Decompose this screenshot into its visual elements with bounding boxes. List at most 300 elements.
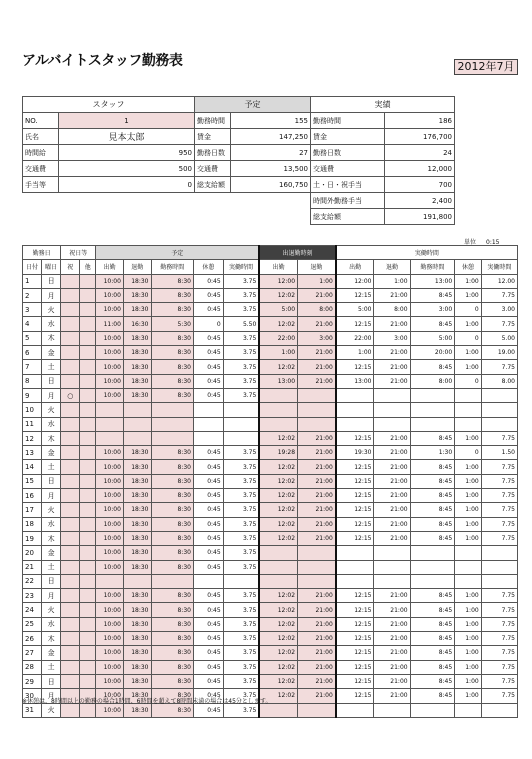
cell-act-in: 12:15 bbox=[336, 531, 374, 545]
cell-clock-in[interactable] bbox=[259, 703, 297, 717]
cell-act-in: 12:15 bbox=[336, 603, 374, 617]
cell-clock-in[interactable]: 12:02 bbox=[259, 617, 297, 631]
break-note: ※休憩は、8時間以上の勤務の場合1時間、6時間を超えて8時間未満の場合は45分とします。 bbox=[22, 698, 272, 705]
cell-holiday-flag[interactable] bbox=[61, 632, 80, 646]
cell-plan-actual: 3.75 bbox=[223, 446, 259, 460]
wage-field[interactable]: 950 bbox=[59, 145, 195, 161]
cell-plan-hours: 8:30 bbox=[151, 374, 193, 388]
cell-holiday-flag[interactable] bbox=[61, 531, 80, 545]
cell-plan-break bbox=[193, 417, 223, 431]
cell-plan-break: 0 bbox=[193, 317, 223, 331]
cell-other[interactable] bbox=[80, 603, 96, 617]
cell-holiday-flag[interactable] bbox=[61, 560, 80, 574]
cell-holiday-flag[interactable] bbox=[61, 703, 80, 717]
cell-other[interactable] bbox=[80, 617, 96, 631]
cell-plan-out[interactable]: 18:30 bbox=[123, 546, 151, 560]
cell-plan-in[interactable]: 10:00 bbox=[96, 703, 124, 717]
cell-clock-in[interactable]: 12:02 bbox=[259, 531, 297, 545]
no-field[interactable]: 1 bbox=[59, 113, 195, 129]
cell-plan-in[interactable]: 10:00 bbox=[96, 589, 124, 603]
cell-other[interactable] bbox=[80, 660, 96, 674]
cell-other[interactable] bbox=[80, 417, 96, 431]
cell-other[interactable] bbox=[80, 446, 96, 460]
cell-clock-in[interactable] bbox=[259, 388, 297, 402]
cell-other[interactable] bbox=[80, 489, 96, 503]
table-row bbox=[23, 346, 518, 360]
cell-holiday-flag[interactable] bbox=[61, 674, 80, 688]
cell-plan-in[interactable]: 10:00 bbox=[96, 331, 124, 345]
cell-clock-in[interactable]: 12:02 bbox=[259, 660, 297, 674]
cell-date: 31 bbox=[23, 703, 42, 717]
cell-plan-in[interactable]: 10:00 bbox=[96, 446, 124, 460]
cell-act-worked bbox=[481, 703, 517, 717]
cell-plan-break: 0:45 bbox=[193, 446, 223, 460]
cell-clock-in[interactable]: 19:28 bbox=[259, 446, 297, 460]
cell-clock-in[interactable] bbox=[259, 574, 297, 588]
cell-plan-out[interactable]: 18:30 bbox=[123, 689, 151, 703]
cell-plan-actual: 3.75 bbox=[223, 331, 259, 345]
cell-plan-actual: 3.75 bbox=[223, 346, 259, 360]
cell-plan-in[interactable]: 10:00 bbox=[96, 560, 124, 574]
cell-date: 30 bbox=[23, 689, 42, 703]
cell-plan-break: 0:45 bbox=[193, 288, 223, 302]
cell-clock-out[interactable]: 21:00 bbox=[298, 489, 336, 503]
cell-clock-out[interactable]: 3:00 bbox=[298, 331, 336, 345]
cell-clock-in[interactable]: 12:02 bbox=[259, 474, 297, 488]
cell-clock-out[interactable]: 21:00 bbox=[298, 346, 336, 360]
cell-plan-in[interactable]: 10:00 bbox=[96, 603, 124, 617]
cell-act-break: 0 bbox=[455, 331, 482, 345]
cell-clock-out[interactable]: 21:00 bbox=[298, 617, 336, 631]
cell-other[interactable] bbox=[80, 574, 96, 588]
cell-plan-in[interactable]: 10:00 bbox=[96, 374, 124, 388]
cell-act-out: 21:00 bbox=[374, 660, 410, 674]
cell-clock-in[interactable]: 5:00 bbox=[259, 303, 297, 317]
cell-holiday-flag[interactable] bbox=[61, 460, 80, 474]
cell-act-in bbox=[336, 388, 374, 402]
cell-plan-out[interactable]: 18:30 bbox=[123, 560, 151, 574]
cell-holiday-flag[interactable] bbox=[61, 403, 80, 417]
cell-plan-in[interactable]: 10:00 bbox=[96, 503, 124, 517]
h-act-in: 出勤 bbox=[336, 260, 374, 274]
cell-plan-hours bbox=[151, 574, 193, 588]
cell-clock-out[interactable] bbox=[298, 417, 336, 431]
cell-plan-out[interactable]: 18:30 bbox=[123, 446, 151, 460]
cell-weekday: 水 bbox=[42, 417, 61, 431]
cell-plan-hours bbox=[151, 417, 193, 431]
h-clock-out: 退勤 bbox=[298, 260, 336, 274]
cell-clock-in[interactable]: 12:02 bbox=[259, 603, 297, 617]
cell-clock-in[interactable]: 12:02 bbox=[259, 288, 297, 302]
cell-act-worked: 19.00 bbox=[481, 346, 517, 360]
cell-plan-out[interactable]: 18:30 bbox=[123, 346, 151, 360]
cell-clock-out[interactable]: 21:00 bbox=[298, 460, 336, 474]
cell-plan-in[interactable]: 10:00 bbox=[96, 660, 124, 674]
cell-clock-out[interactable]: 21:00 bbox=[298, 517, 336, 531]
cell-plan-out[interactable]: 18:30 bbox=[123, 288, 151, 302]
cell-other[interactable] bbox=[80, 317, 96, 331]
cell-plan-in[interactable]: 10:00 bbox=[96, 489, 124, 503]
cell-date: 26 bbox=[23, 632, 42, 646]
cell-holiday-flag[interactable] bbox=[61, 288, 80, 302]
cell-plan-out[interactable]: 18:30 bbox=[123, 660, 151, 674]
cell-plan-break: 0:45 bbox=[193, 603, 223, 617]
cell-clock-in[interactable] bbox=[259, 417, 297, 431]
cell-other[interactable] bbox=[80, 374, 96, 388]
cell-act-out: 3:00 bbox=[374, 331, 410, 345]
cell-holiday-flag[interactable] bbox=[61, 517, 80, 531]
cell-plan-in[interactable] bbox=[96, 417, 124, 431]
cell-clock-in[interactable]: 12:02 bbox=[259, 489, 297, 503]
cell-clock-in[interactable]: 12:02 bbox=[259, 317, 297, 331]
cell-clock-out[interactable]: 21:00 bbox=[298, 589, 336, 603]
cell-clock-out[interactable] bbox=[298, 703, 336, 717]
cell-plan-out[interactable] bbox=[123, 403, 151, 417]
cell-clock-in[interactable] bbox=[259, 560, 297, 574]
cell-plan-break bbox=[193, 574, 223, 588]
transport-field[interactable]: 500 bbox=[59, 161, 195, 177]
cell-clock-in[interactable]: 12:02 bbox=[259, 689, 297, 703]
cell-clock-out[interactable] bbox=[298, 546, 336, 560]
cell-clock-in[interactable]: 12:02 bbox=[259, 517, 297, 531]
cell-plan-in[interactable] bbox=[96, 403, 124, 417]
actual-total-label: 総支給額 bbox=[311, 209, 385, 225]
cell-plan-actual: 3.75 bbox=[223, 460, 259, 474]
cell-date: 14 bbox=[23, 460, 42, 474]
cell-plan-out[interactable]: 18:30 bbox=[123, 474, 151, 488]
cell-act-worked bbox=[481, 574, 517, 588]
cell-clock-out[interactable]: 21:00 bbox=[298, 531, 336, 545]
cell-holiday-flag[interactable] bbox=[61, 474, 80, 488]
cell-date: 18 bbox=[23, 517, 42, 531]
cell-clock-out[interactable]: 21:00 bbox=[298, 674, 336, 688]
cell-act-hours: 1:30 bbox=[410, 446, 455, 460]
cell-other[interactable] bbox=[80, 431, 96, 445]
cell-weekday: 日 bbox=[42, 674, 61, 688]
cell-plan-in[interactable]: 10:00 bbox=[96, 474, 124, 488]
cell-act-hours bbox=[410, 546, 455, 560]
cell-act-hours: 13:00 bbox=[410, 274, 455, 288]
cell-plan-in[interactable]: 10:00 bbox=[96, 674, 124, 688]
cell-date: 8 bbox=[23, 374, 42, 388]
cell-act-hours: 8:45 bbox=[410, 517, 455, 531]
year-month[interactable]: 2012年7月 bbox=[454, 59, 518, 75]
cell-act-in: 12:15 bbox=[336, 360, 374, 374]
cell-clock-in[interactable] bbox=[259, 546, 297, 560]
cell-act-worked: 5.00 bbox=[481, 331, 517, 345]
cell-clock-in[interactable] bbox=[259, 403, 297, 417]
cell-plan-out[interactable]: 18:30 bbox=[123, 274, 151, 288]
cell-plan-in[interactable] bbox=[96, 431, 124, 445]
cell-clock-in[interactable]: 12:02 bbox=[259, 360, 297, 374]
cell-holiday-flag[interactable] bbox=[61, 417, 80, 431]
cell-holiday-flag[interactable] bbox=[61, 646, 80, 660]
cell-act-out: 21:00 bbox=[374, 474, 410, 488]
daily-grid bbox=[22, 245, 518, 718]
cell-act-in: 12:15 bbox=[336, 632, 374, 646]
cell-holiday-flag[interactable] bbox=[61, 303, 80, 317]
cell-holiday-flag[interactable] bbox=[61, 331, 80, 345]
cell-plan-out[interactable]: 18:30 bbox=[123, 388, 151, 402]
cell-plan-hours: 8:30 bbox=[151, 546, 193, 560]
cell-clock-out[interactable] bbox=[298, 388, 336, 402]
cell-holiday-flag[interactable] bbox=[61, 589, 80, 603]
cell-other[interactable] bbox=[80, 274, 96, 288]
plan-transport-label: 交通費 bbox=[195, 161, 231, 177]
cell-plan-out[interactable]: 18:30 bbox=[123, 360, 151, 374]
cell-act-break: 1:00 bbox=[455, 431, 482, 445]
cell-date: 19 bbox=[23, 531, 42, 545]
cell-act-worked bbox=[481, 388, 517, 402]
h-holiday-flag: 祝 bbox=[61, 260, 80, 274]
cell-act-out: 21:00 bbox=[374, 632, 410, 646]
cell-plan-out[interactable] bbox=[123, 574, 151, 588]
cell-plan-break: 0:45 bbox=[193, 531, 223, 545]
cell-other[interactable] bbox=[80, 403, 96, 417]
table-row bbox=[23, 660, 518, 674]
cell-clock-in[interactable]: 12:02 bbox=[259, 632, 297, 646]
cell-plan-break: 0:45 bbox=[193, 546, 223, 560]
cell-clock-out[interactable] bbox=[298, 560, 336, 574]
cell-holiday-flag[interactable] bbox=[61, 546, 80, 560]
cell-clock-out[interactable]: 21:00 bbox=[298, 603, 336, 617]
cell-plan-out[interactable]: 18:30 bbox=[123, 603, 151, 617]
h-plan-out: 退勤 bbox=[123, 260, 151, 274]
cell-act-in: 12:15 bbox=[336, 617, 374, 631]
cell-plan-out[interactable]: 18:30 bbox=[123, 646, 151, 660]
cell-other[interactable] bbox=[80, 288, 96, 302]
cell-clock-out[interactable]: 8:00 bbox=[298, 303, 336, 317]
cell-other[interactable] bbox=[80, 646, 96, 660]
cell-plan-out[interactable]: 16:30 bbox=[123, 317, 151, 331]
sheet-title: アルバイトスタッフ勤務表 bbox=[22, 53, 183, 69]
cell-plan-out[interactable]: 18:30 bbox=[123, 674, 151, 688]
cell-holiday-flag[interactable] bbox=[61, 446, 80, 460]
name-field[interactable]: 見本太郎 bbox=[59, 129, 195, 145]
cell-holiday-flag[interactable] bbox=[61, 617, 80, 631]
cell-plan-in[interactable]: 10:00 bbox=[96, 617, 124, 631]
cell-holiday-flag[interactable] bbox=[61, 603, 80, 617]
cell-weekday: 金 bbox=[42, 546, 61, 560]
cell-other[interactable] bbox=[80, 331, 96, 345]
cell-date: 17 bbox=[23, 503, 42, 517]
cell-holiday-flag[interactable] bbox=[61, 374, 80, 388]
cell-other[interactable] bbox=[80, 703, 96, 717]
cell-plan-in[interactable]: 10:00 bbox=[96, 689, 124, 703]
cell-plan-out[interactable]: 18:30 bbox=[123, 617, 151, 631]
cell-act-worked: 7.75 bbox=[481, 603, 517, 617]
cell-holiday-flag[interactable] bbox=[61, 317, 80, 331]
cell-other[interactable] bbox=[80, 474, 96, 488]
cell-holiday-flag[interactable] bbox=[61, 274, 80, 288]
cell-plan-out[interactable] bbox=[123, 417, 151, 431]
cell-act-worked: 7.75 bbox=[481, 288, 517, 302]
cell-clock-out[interactable] bbox=[298, 403, 336, 417]
cell-plan-in[interactable]: 10:00 bbox=[96, 274, 124, 288]
cell-date: 10 bbox=[23, 403, 42, 417]
cell-clock-out[interactable]: 21:00 bbox=[298, 431, 336, 445]
cell-act-break: 1:00 bbox=[455, 474, 482, 488]
cell-other[interactable] bbox=[80, 546, 96, 560]
cell-date: 25 bbox=[23, 617, 42, 631]
cell-plan-actual: 3.75 bbox=[223, 374, 259, 388]
cell-plan-in[interactable]: 10:00 bbox=[96, 531, 124, 545]
cell-act-break bbox=[455, 388, 482, 402]
cell-holiday-flag[interactable] bbox=[61, 503, 80, 517]
cell-plan-out[interactable]: 18:30 bbox=[123, 531, 151, 545]
allowance-field[interactable]: 0 bbox=[59, 177, 195, 193]
cell-other[interactable] bbox=[80, 589, 96, 603]
cell-act-in bbox=[336, 574, 374, 588]
cell-other[interactable] bbox=[80, 560, 96, 574]
cell-plan-in[interactable]: 10:00 bbox=[96, 360, 124, 374]
cell-clock-out[interactable] bbox=[298, 574, 336, 588]
cell-weekday: 月 bbox=[42, 689, 61, 703]
cell-plan-in[interactable]: 10:00 bbox=[96, 546, 124, 560]
cell-plan-out[interactable]: 18:30 bbox=[123, 632, 151, 646]
cell-clock-in[interactable]: 22:00 bbox=[259, 331, 297, 345]
cell-other[interactable] bbox=[80, 346, 96, 360]
plan-days-label: 勤務日数 bbox=[195, 145, 231, 161]
cell-act-in: 12:15 bbox=[336, 674, 374, 688]
cell-plan-in[interactable]: 10:00 bbox=[96, 632, 124, 646]
cell-clock-in[interactable]: 1:00 bbox=[259, 346, 297, 360]
cell-plan-in[interactable]: 11:00 bbox=[96, 317, 124, 331]
cell-act-out bbox=[374, 703, 410, 717]
cell-plan-hours: 8:30 bbox=[151, 346, 193, 360]
cell-other[interactable] bbox=[80, 632, 96, 646]
cell-holiday-flag[interactable]: ○ bbox=[61, 388, 80, 402]
cell-clock-out[interactable]: 21:00 bbox=[298, 474, 336, 488]
cell-holiday-flag[interactable] bbox=[61, 346, 80, 360]
cell-plan-out[interactable] bbox=[123, 431, 151, 445]
cell-other[interactable] bbox=[80, 388, 96, 402]
cell-weekday: 月 bbox=[42, 589, 61, 603]
cell-act-worked: 12.00 bbox=[481, 274, 517, 288]
cell-act-in: 13:00 bbox=[336, 374, 374, 388]
cell-act-worked: 7.75 bbox=[481, 632, 517, 646]
cell-holiday-flag[interactable] bbox=[61, 360, 80, 374]
cell-clock-in[interactable]: 12:00 bbox=[259, 274, 297, 288]
cell-date: 4 bbox=[23, 317, 42, 331]
cell-clock-out[interactable]: 21:00 bbox=[298, 360, 336, 374]
cell-plan-out[interactable]: 18:30 bbox=[123, 374, 151, 388]
cell-clock-out[interactable]: 21:00 bbox=[298, 646, 336, 660]
cell-plan-hours: 8:30 bbox=[151, 617, 193, 631]
cell-plan-out[interactable]: 18:30 bbox=[123, 331, 151, 345]
cell-act-break: 1:00 bbox=[455, 674, 482, 688]
cell-other[interactable] bbox=[80, 517, 96, 531]
cell-act-worked: 7.75 bbox=[481, 531, 517, 545]
cell-clock-out[interactable]: 21:00 bbox=[298, 660, 336, 674]
cell-other[interactable] bbox=[80, 503, 96, 517]
cell-clock-in[interactable]: 12:02 bbox=[259, 460, 297, 474]
cell-act-break: 1:00 bbox=[455, 517, 482, 531]
cell-clock-out[interactable]: 21:00 bbox=[298, 632, 336, 646]
cell-act-worked: 7.75 bbox=[481, 617, 517, 631]
cell-clock-in[interactable]: 12:02 bbox=[259, 674, 297, 688]
cell-plan-hours bbox=[151, 403, 193, 417]
cell-act-break: 0 bbox=[455, 303, 482, 317]
cell-plan-out[interactable]: 18:30 bbox=[123, 460, 151, 474]
cell-clock-in[interactable]: 12:02 bbox=[259, 589, 297, 603]
cell-act-out: 1:00 bbox=[374, 274, 410, 288]
cell-plan-break bbox=[193, 431, 223, 445]
cell-clock-out[interactable]: 21:00 bbox=[298, 288, 336, 302]
cell-plan-actual: 3.75 bbox=[223, 517, 259, 531]
cell-clock-in[interactable]: 13:00 bbox=[259, 374, 297, 388]
cell-plan-in[interactable]: 10:00 bbox=[96, 288, 124, 302]
cell-clock-in[interactable]: 12:02 bbox=[259, 646, 297, 660]
actual-hours-label: 勤務時間 bbox=[311, 113, 385, 129]
cell-plan-out[interactable]: 18:30 bbox=[123, 589, 151, 603]
cell-plan-in[interactable]: 10:00 bbox=[96, 517, 124, 531]
cell-plan-in[interactable]: 10:00 bbox=[96, 346, 124, 360]
h-clock-in: 出勤 bbox=[259, 260, 297, 274]
cell-date: 15 bbox=[23, 474, 42, 488]
name-label: 氏名 bbox=[23, 129, 59, 145]
cell-holiday-flag[interactable] bbox=[61, 489, 80, 503]
cell-date: 5 bbox=[23, 331, 42, 345]
cell-plan-break: 0:45 bbox=[193, 474, 223, 488]
cell-plan-out[interactable]: 18:30 bbox=[123, 517, 151, 531]
cell-plan-actual: 3.75 bbox=[223, 489, 259, 503]
cell-plan-out[interactable]: 18:30 bbox=[123, 489, 151, 503]
cell-other[interactable] bbox=[80, 460, 96, 474]
table-row bbox=[23, 446, 518, 460]
cell-plan-in[interactable]: 10:00 bbox=[96, 388, 124, 402]
cell-other[interactable] bbox=[80, 674, 96, 688]
cell-plan-out[interactable]: 18:30 bbox=[123, 303, 151, 317]
cell-holiday-flag[interactable] bbox=[61, 660, 80, 674]
cell-clock-out[interactable]: 21:00 bbox=[298, 446, 336, 460]
cell-act-break bbox=[455, 546, 482, 560]
cell-plan-out[interactable]: 18:30 bbox=[123, 503, 151, 517]
cell-act-worked: 1.50 bbox=[481, 446, 517, 460]
cell-act-worked: 7.75 bbox=[481, 646, 517, 660]
cell-plan-hours: 8:30 bbox=[151, 517, 193, 531]
cell-plan-hours: 8:30 bbox=[151, 388, 193, 402]
cell-holiday-flag[interactable] bbox=[61, 574, 80, 588]
cell-plan-in[interactable]: 10:00 bbox=[96, 460, 124, 474]
cell-other[interactable] bbox=[80, 531, 96, 545]
cell-other[interactable] bbox=[80, 303, 96, 317]
cell-clock-out[interactable]: 21:00 bbox=[298, 689, 336, 703]
cell-date: 28 bbox=[23, 660, 42, 674]
cell-act-hours: 8:45 bbox=[410, 288, 455, 302]
h-clock: 出退勤時刻 bbox=[259, 246, 335, 260]
cell-weekday: 土 bbox=[42, 360, 61, 374]
h-date: 日付 bbox=[23, 260, 42, 274]
cell-clock-out[interactable]: 1:00 bbox=[298, 274, 336, 288]
cell-plan-out[interactable]: 18:30 bbox=[123, 703, 151, 717]
cell-clock-in[interactable]: 12:02 bbox=[259, 431, 297, 445]
cell-other[interactable] bbox=[80, 360, 96, 374]
cell-plan-in[interactable]: 10:00 bbox=[96, 303, 124, 317]
cell-date: 7 bbox=[23, 360, 42, 374]
cell-plan-in[interactable]: 10:00 bbox=[96, 646, 124, 660]
cell-clock-out[interactable]: 21:00 bbox=[298, 317, 336, 331]
cell-clock-in[interactable]: 12:02 bbox=[259, 503, 297, 517]
actual-days-label: 勤務日数 bbox=[311, 145, 385, 161]
cell-clock-out[interactable]: 21:00 bbox=[298, 503, 336, 517]
cell-plan-hours: 8:30 bbox=[151, 632, 193, 646]
cell-act-break: 1:00 bbox=[455, 531, 482, 545]
cell-clock-out[interactable]: 21:00 bbox=[298, 374, 336, 388]
cell-holiday-flag[interactable] bbox=[61, 431, 80, 445]
cell-plan-in[interactable] bbox=[96, 574, 124, 588]
table-row bbox=[23, 617, 518, 631]
